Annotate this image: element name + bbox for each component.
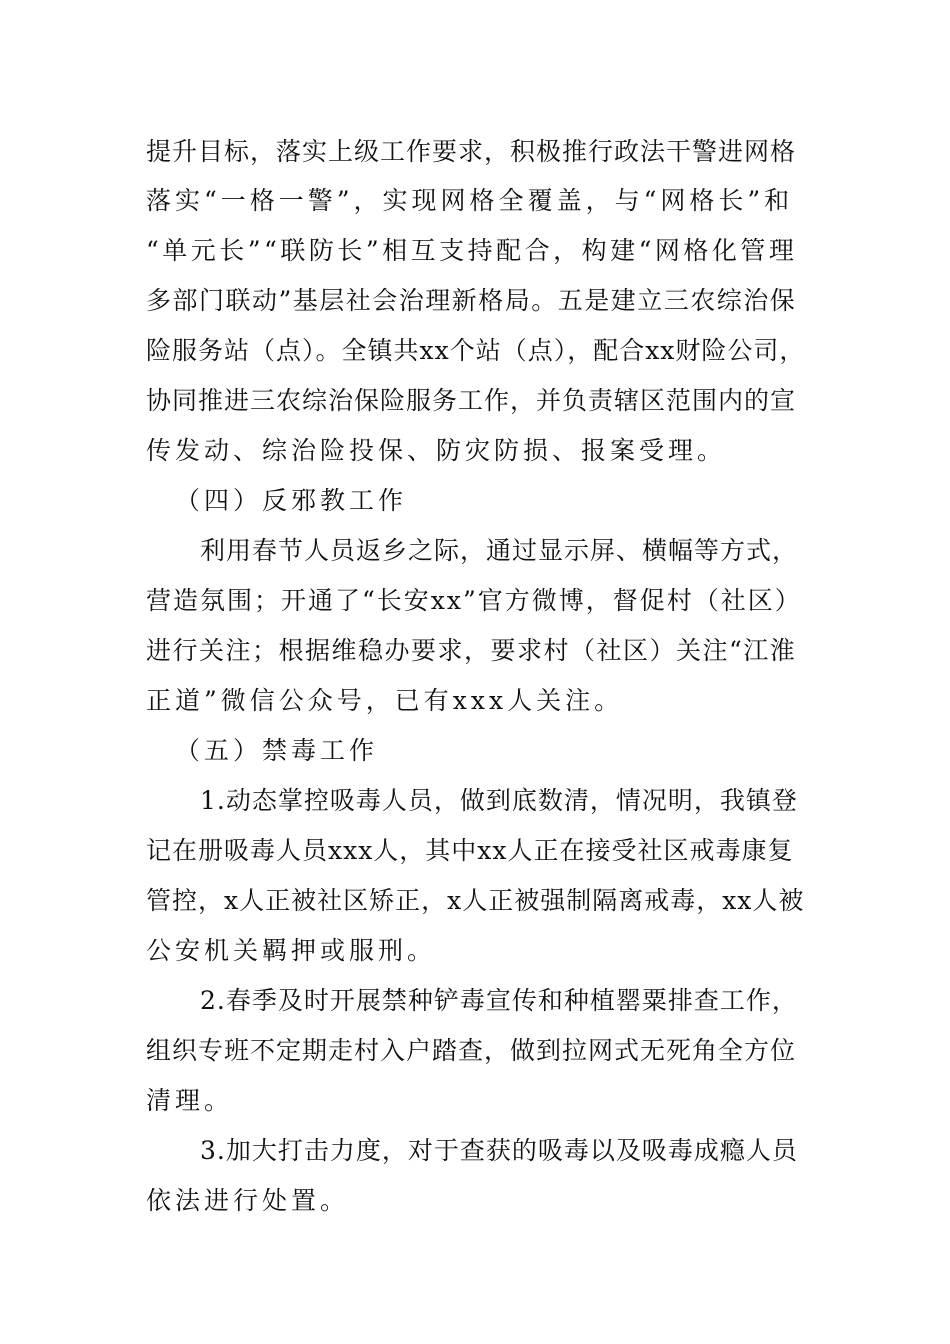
- body-text-line: 组织专班不定期走村入户踏查，做到拉网式无死角全方位: [146, 1036, 797, 1065]
- list-item-2-first-line: 2.春季及时开展禁种铲毒宣传和种植罂粟排查工作，: [200, 986, 798, 1015]
- body-text-line: 公安机关羁押或服刑。: [146, 936, 437, 965]
- body-text-line: 营造氛围；开通了“长安xx”官方微博，督促村（社区）: [146, 586, 802, 615]
- body-text-line: 依法进行处置。: [146, 1186, 350, 1215]
- body-text-line: 提升目标，落实上级工作要求，积极推行政法干警进网格: [146, 137, 797, 166]
- body-text-line: 多部门联动”基层社会治理新格局。五是建立三农综治保: [146, 286, 797, 315]
- paragraph-first-line: 利用春节人员返乡之际，通过显示屏、横幅等方式，: [200, 536, 799, 565]
- body-text-line: 进行关注；根据维稳办要求，要求村（社区）关注“江淮: [146, 636, 797, 665]
- section-heading-drug-control: （五）禁毒工作: [175, 736, 379, 765]
- body-text-line: 险服务站（点）。全镇共xx个站（点），配合xx财险公司，: [146, 336, 806, 365]
- body-text-line: 正道”微信公众号，已有xxx人关注。: [146, 686, 624, 715]
- body-text-line: 协同推进三农综治保险服务工作，并负责辖区范围内的宣: [146, 386, 797, 415]
- list-item-3-first-line: 3.加大打击力度，对于查获的吸毒以及吸毒成瘾人员: [200, 1136, 798, 1165]
- body-text-line: 管控，x人正被社区矫正，x人正被强制隔离戒毒，xx人被: [146, 886, 805, 915]
- body-text-line: 落实“一格一警”，实现网格全覆盖，与“网格长”和: [146, 186, 794, 215]
- list-item-1-first-line: 1.动态掌控吸毒人员，做到底数清，情况明，我镇登: [200, 786, 798, 815]
- section-heading-anti-cult: （四）反邪教工作: [175, 486, 408, 515]
- body-text-line: 记在册吸毒人员xxx人，其中xx人正在接受社区戒毒康复: [146, 836, 794, 865]
- body-text-line: “单元长”“联防长”相互支持配合，构建“网格化管理: [146, 236, 798, 265]
- body-text-line: 清理。: [146, 1086, 234, 1115]
- body-text-line: 传发动、综治险投保、防灾防损、报案受理。: [146, 436, 727, 465]
